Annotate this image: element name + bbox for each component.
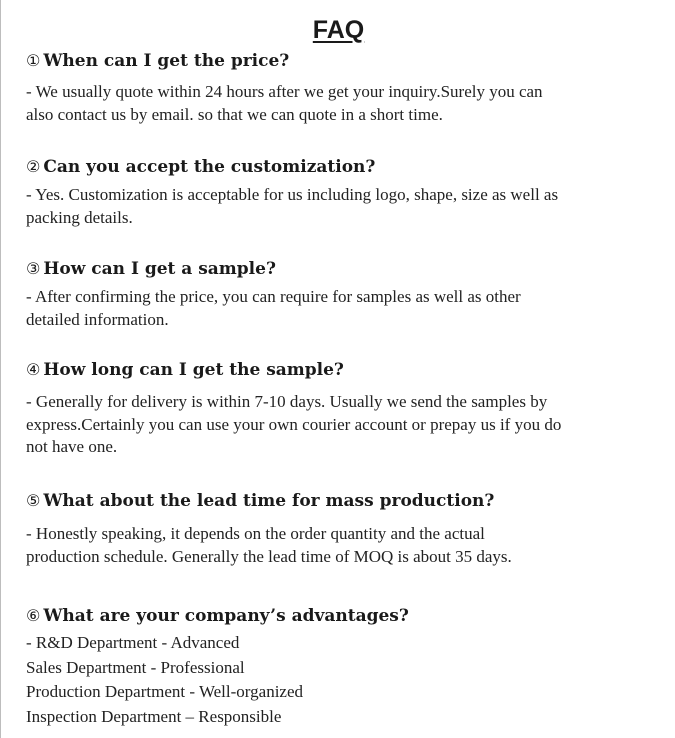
faq-question-text: Can you accept the customization? xyxy=(43,157,376,177)
faq-number: ⑥ xyxy=(26,606,41,625)
faq-answer xyxy=(26,391,671,459)
faq-answer xyxy=(26,184,671,229)
faq-answer-line: - R&D Department - Advanced xyxy=(26,633,240,652)
page-title: FAQ xyxy=(312,16,365,44)
faq-answer-line: - Generally for delivery is within 7-10 days. Usually we send the samples by xyxy=(26,392,548,411)
faq-number: ① xyxy=(26,51,41,70)
faq-answer xyxy=(26,631,671,730)
faq-answer-line: production schedule. Generally the lead time of MOQ is about 35 days. xyxy=(26,546,512,566)
faq-answer xyxy=(26,81,671,126)
faq-question xyxy=(26,358,671,382)
faq-answer-line: detailed information. xyxy=(26,309,169,329)
faq-answer-line: - Yes. Customization is acceptable for us including logo, shape, size as well as xyxy=(26,185,559,204)
faq-question-text: When can I get the price? xyxy=(43,51,290,71)
faq-question-text: How long can I get the sample? xyxy=(43,360,344,380)
faq-item-sample-time xyxy=(26,358,671,459)
faq-question xyxy=(26,257,671,281)
faq-answer-line: - After confirming the price, you can require for samples as well as other xyxy=(26,287,521,306)
faq-number: ③ xyxy=(26,259,41,278)
faq-number: ⑤ xyxy=(26,491,41,510)
faq-answer-line: also contact us by email. so that we can quote in a short time. xyxy=(26,104,443,124)
faq-answer-line: packing details. xyxy=(26,207,133,227)
faq-answer-line: not have one. xyxy=(26,437,118,456)
faq-question xyxy=(26,49,671,73)
faq-question-text: What are your company’s advantages? xyxy=(43,606,409,626)
faq-item-advantages xyxy=(26,604,671,730)
faq-answer-line: - Honestly speaking, it depends on the order quantity and the actual xyxy=(26,524,485,543)
faq-question xyxy=(26,489,671,513)
faq-answer-line: - We usually quote within 24 hours after we get your inquiry.Surely you can xyxy=(26,82,543,101)
faq-answer-line: Sales Department - Professional xyxy=(26,657,245,677)
faq-number: ② xyxy=(26,157,41,176)
faq-answer xyxy=(26,523,671,568)
faq-question-text: What about the lead time for mass production? xyxy=(43,491,495,511)
faq-answer xyxy=(26,286,671,331)
faq-question xyxy=(26,604,671,628)
faq-item-customization xyxy=(26,155,671,229)
faq-item-sample xyxy=(26,257,671,331)
faq-question xyxy=(26,155,671,179)
faq-question-text: How can I get a sample? xyxy=(43,259,276,279)
faq-item-lead-time xyxy=(26,489,671,568)
faq-number: ④ xyxy=(26,360,41,379)
faq-answer-line: Production Department - Well-organized xyxy=(26,682,304,702)
faq-item-price xyxy=(26,49,671,126)
faq-answer-line: express.Certainly you can use your own courier account or prepay us if you do xyxy=(26,414,562,434)
faq-answer-line: Inspection Department – Responsible xyxy=(26,707,282,727)
